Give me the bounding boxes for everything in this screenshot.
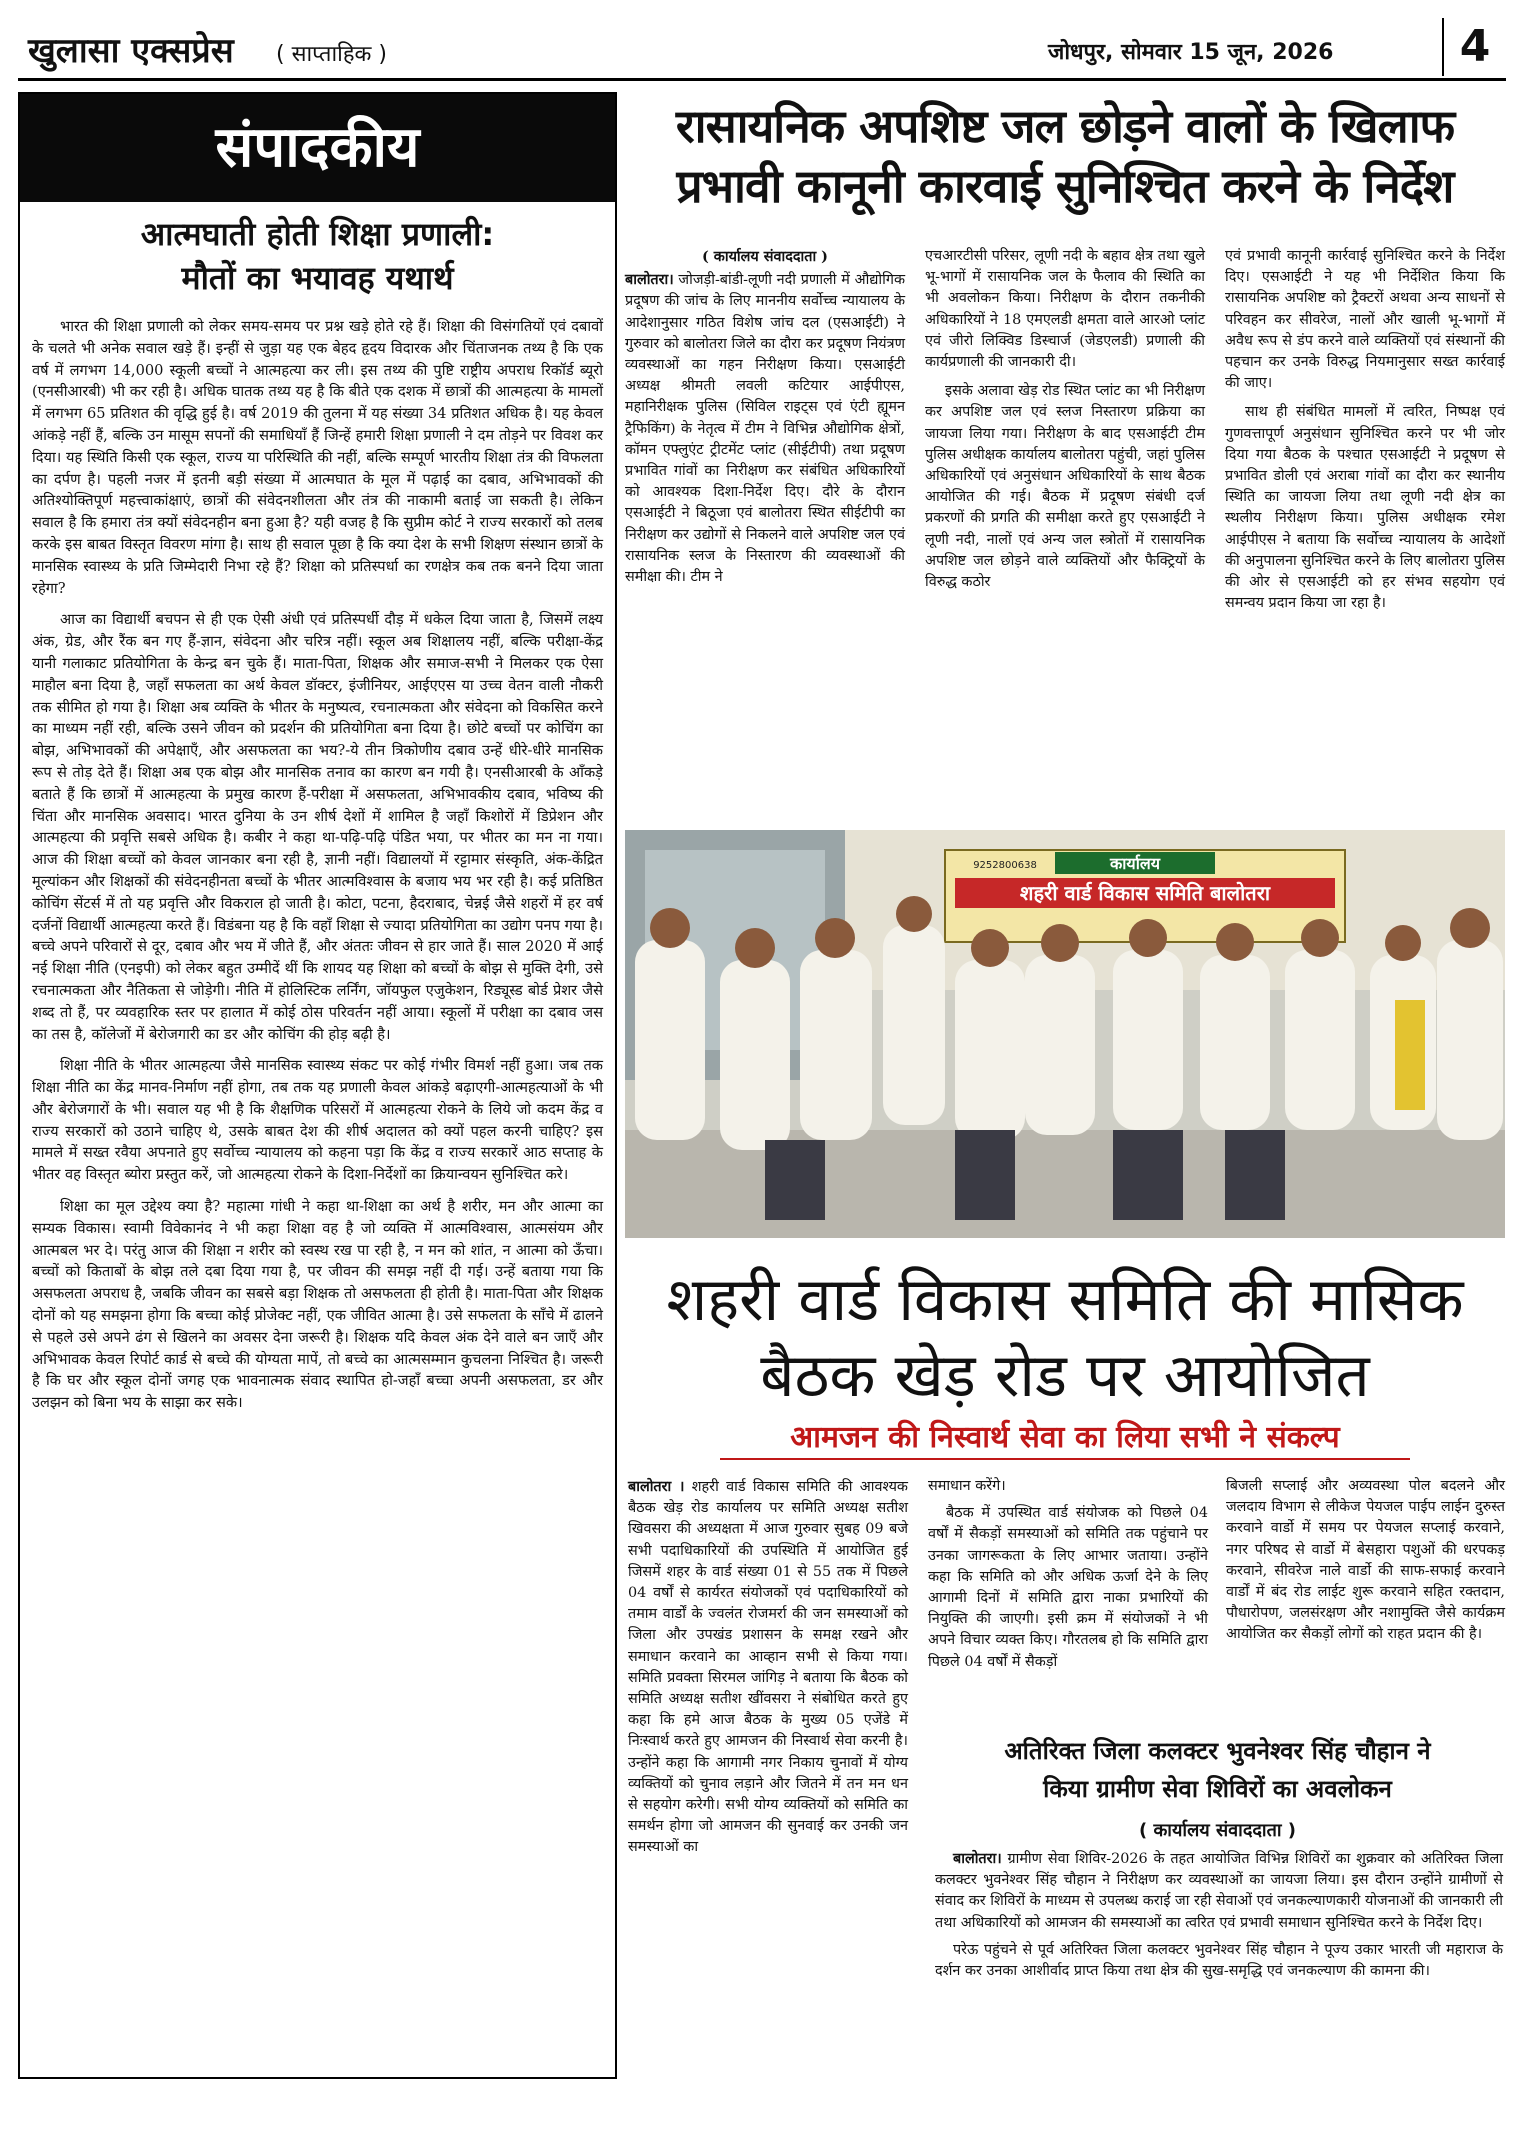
story2-paragraph: समाधान करेंगे। [928, 1478, 1006, 1494]
editorial-body [32, 316, 603, 1424]
lead-paragraph [625, 269, 905, 588]
page-number: 4 [1442, 18, 1506, 76]
story3-paragraph [935, 1848, 1503, 1934]
newspaper-type: ( साप्ताहिक ) [276, 42, 388, 67]
meeting-photo-illustration [625, 830, 1505, 1238]
story3-dateline: बालोतरा। [953, 1850, 1002, 1867]
editorial-title [20, 212, 615, 300]
masthead [18, 18, 1506, 81]
newspaper-name: खुलासा एक्सप्रेस [28, 31, 234, 71]
editorial-paragraph: शिक्षा का मूल उद्देश्य क्या है? महात्मा गांधी ने कहा था-शिक्षा का अर्थ है शरीर, मन और आत्मा का सम्यक विकास। स्वामी विवेकानंद ने भी कहा शिक्षा वह है जो व्यक्ति में आत्मविश्वास, आत्मसंयम और आत्मबल भर दे। परंतु आज की शिक्षा न शरीर को स्वस्थ रख पा रही है, न मन को शांत, न आत्मा को ऊँचा। बच्चों को किताबों के बोझ तले दबा दिया गया है, पर जीवन की समझ नहीं दी गई। उन्हें बताया गया कि असफलता अपराध है, जबकि जीवन का सबसे बड़ा शिक्षक तो असफलता ही होती है। माता-पिता और शिक्षक दोनों को यह समझना होगा कि बच्चा कोई प्रोजेक्ट नहीं, एक जीवित आत्मा है। उसे सफलता के साँचे में ढालने से पहले उसे अपने ढंग से खिलने का अवसर देना जरूरी है। शिक्षक यदि केवल अंक देने वाले बन जाएँ और अभिभावक केवल रिपोर्ट कार्ड से बच्चे की योग्यता मापें, तो बच्चे का आत्मसम्मान कुचलना निश्चित है। जरूरी है कि घर और स्कूल दोनों जगह एक भावनात्मक संवाद स्थापित हो-जहाँ बच्चा अपनी असफलता, डर और उलझन को बिना भय के साझा कर सके। [32, 1198, 603, 1412]
story2-headline-line-2: बैठक खेड़ रोड पर आयोजित [760, 1341, 1370, 1411]
lead-dateline: बालोतरा। [625, 271, 674, 289]
editorial-paragraph: शिक्षा नीति के भीतर आत्महत्या जैसे मानसिक स्वास्थ्य संकट पर कोई गंभीर विमर्श नहीं हुआ। जब तक शिक्षा नीति का केंद्र मानव-निर्माण नहीं होगा, तब तक यह प्रणाली केवल आंकड़े बढ़ाएगी-आत्महत्याओं के भी और बेरोजगारों के भी। सवाल यह भी है कि शैक्षणिक परिसरों में आत्महत्या रोकने के लिये जो कदम केंद्र व राज्य सरकारों को उठाने चाहिए थे, उसके बाबत देश की शीर्ष अदालत को क्यों पहल करनी चाहिए? इस मामले में सख्त रवैया अपनाते हुए सर्वोच्च न्यायालय को कहना पड़ा कि केंद्र व राज्य सरकारें आठ सप्ताह के भीतर वह विस्तृत ब्योरा प्रस्तुत करें, जो आत्महत्या रोकने के दिशा-निर्देशों का क्रियान्वयन सुनिश्चित करे। [32, 1057, 603, 1184]
story2-paragraph: बैठक में उपस्थित वार्ड संयोजक को पिछले 04 वर्षों में सैकड़ों समस्याओं को समिति तक पहुंचाने पर उनका जागरूकता के लिए आभार जताया। उन्होंने कहा कि समिति को और अधिक ऊर्जा देने के लिए आगामी दिनों में समिति द्वारा नाका प्रभारियों की नियुक्ति की जाएगी। इसी क्रम में संयोजकों ने भी अपने विचार व्यक्त किए। गौरतलब हो कि समिति द्वारा पिछले 04 वर्षों में सैकड़ों [928, 1505, 1208, 1670]
issue-dateline: जोधपुर, सोमवार 15 जून, 2026 [1048, 40, 1334, 65]
story2-subheadline: आमजन की निस्वार्थ सेवा का लिया सभी ने संकल्प [720, 1418, 1410, 1460]
editorial-column [18, 92, 617, 2079]
story2-paragraph [628, 1476, 908, 1859]
lead-text: जोजड़ी-बांडी-लूणी नदी प्रणाली में औद्योगिक प्रदूषण की जांच के लिए माननीय सर्वोच्च न्यायालय के आदेशानुसार गठित विशेष जांच दल (एसआईटी) ने गुरुवार को बालोतरा जिले का दौरा कर प्रदूषण नियंत्रण व्यवस्थाओं का गहन निरीक्षण किया। एसआईटी अध्यक्ष श्रीमती लवली कटियार आईपीएस, महानिरीक्षक पुलिस (सिविल राइट्स एवं एंटी ह्यूमन ट्रैफिकिंग) के नेतृत्व में टीम ने विभिन्न औद्योगिक क्षेत्रों, कॉमन एफ्लुएंट ट्रीटमेंट प्लांट (सीईटीपी) तथा प्रदूषण प्रभावित गांवों का निरीक्षण कर संबंधित अधिकारियों को आवश्यक दिशा-निर्देश दिए। दौरे के दौरान एसआईटी ने बिठूजा एवं बालोतरा स्थित सीईटीपी का निरीक्षण कर उद्योगों से निकलने वाले अपशिष्ट जल एवं रासायनिक स्लज के निस्तारण की व्यवस्थाओं की समीक्षा की। टीम ने [625, 272, 905, 586]
banner-title: कार्यालय [1110, 854, 1160, 873]
banner-phone: 9252800638 [973, 860, 1037, 871]
lead-headline-line-1: रासायनिक अपशिष्ट जल छोड़ने वालों के खिलाफ [675, 99, 1455, 153]
story3-byline: ( कार्यालय संवाददाता ) [1138, 1820, 1297, 1841]
lead-paragraph: एचआरटीसी परिसर, लूणी नदी के बहाव क्षेत्र तथा खुले भू-भागों में रासायनिक जल के फैलाव की स्थिति का भी अवलोकन किया। निरीक्षण के दौरान तकनीकी अधिकारियों ने 18 एमएलडी क्षमता वाले आरओ प्लांट एवं जीरो लिक्विड डिस्चार्ज (जेडएलडी) प्रणाली की कार्यप्रणाली की जानकारी दी। [925, 248, 1205, 371]
lead-paragraph: इसके अलावा खेड़ रोड स्थित प्लांट का भी निरीक्षण कर अपशिष्ट जल एवं स्लज निस्तारण प्रक्रिया का जायजा लिया गया। निरीक्षण के बाद एसआईटी टीम पुलिस अधीक्षक कार्यालय बालोतरा पहुंची, जहां पुलिस अधिकारियों एवं अनुसंधान अधिकारियों के साथ बैठक आयोजित की गई। बैठक में प्रदूषण संबंधी दर्ज प्रकरणों की प्रगति की समीक्षा करते हुए एसआईटी ने लूणी नदी, नालों एवं अन्य जल स्त्रोतों में रासायनिक अपशिष्ट जल छोड़ने वाले व्यक्तियों और फैक्ट्रियों के विरुद्ध कठोर [925, 383, 1205, 591]
story3-paragraph: परेऊ पहुंचने से पूर्व अतिरिक्त जिला कलक्टर भुवनेश्वर सिंह चौहान ने पूज्य उकार भारती जी महाराज के दर्शन कर उनका आशीर्वाद प्राप्त किया तथा क्षेत्र की सुख-समृद्धि एवं जनकल्याण की कामना की। [935, 1941, 1503, 1980]
lead-column-1 [625, 246, 905, 596]
story2-column-2 [928, 1476, 1208, 1679]
story2-headline [625, 1262, 1505, 1414]
banner-main: शहरी वार्ड विकास समिति बालोतरा [1019, 881, 1271, 905]
editorial-title-line-1: आत्मघाती होती शिक्षा प्रणाली: [140, 215, 495, 253]
lead-byline: ( कार्यालय संवाददाता ) [701, 248, 828, 265]
story2-column-1 [628, 1476, 908, 1865]
editorial-paragraph: आज का विद्यार्थी बचपन से ही एक ऐसी अंधी एवं प्रतिस्पर्धी दौड़ में धकेल दिया जाता है, जिसमें लक्ष्य अंक, ग्रेड, और रैंक बन गए हैं-ज्ञान, संवेदना और चरित्र नहीं। स्कूल अब शिक्षालय नहीं, बल्कि परीक्षा-केंद्र यानी गलाकाट प्रतियोगिता के केन्द्र बन चुके हैं। माता-पिता, शिक्षक और समाज-सभी ने मिलकर एक ऐसा माहौल बना दिया है, जहाँ सफलता का अर्थ केवल डॉक्टर, इंजीनियर, आईएएस या उच्च वेतन वाली नौकरी तक सीमित हो गया है। शिक्षा अब व्यक्ति के भीतर के मनुष्यत्व, रचनात्मकता और संवेदना को विकसित करने का माध्यम नहीं रही, बल्कि उसने जीवन को प्रदर्शन की प्रतियोगिता बना दिया है। छोटे बच्चों पर कोचिंग का बोझ, अभिभावकों की अपेक्षाएँ, और असफलता का भय?-ये तीन त्रिकोणीय दबाव उन्हें धीरे-धीरे मानसिक रूप से तोड़ देते हैं। शिक्षा अब एक बोझ और मानसिक तनाव का कारण बन गयी है। एनसीआरबी के आँकड़े बताते हैं कि छात्रों में आत्महत्या के प्रमुख कारण हैं-परीक्षा में असफलता, अभिभावकीय दबाव, भविष्य की चिंता और मानसिक अवसाद। भारत दुनिया के उन शीर्ष देशों में शामिल है जहाँ किशोरों में डिप्रेशन और आत्महत्या की प्रवृत्ति सबसे अधिक है। कबीर ने कहा था-पढ़ि-पढ़ि पंडित भया, पर भीतर का मन ना गया। आज की शिक्षा बच्चों को केवल जानकार बना रही है, ज्ञानी नहीं। विद्यालयों में रट्टामार संस्कृति, अंक-केंद्रित मूल्यांकन और शिक्षकों की संवेदनहीनता बच्चों के भीतर आत्मविश्वास के बजाय भय भर रही है। कई प्रतिष्ठित कोचिंग सेंटर्स में तो यह प्रवृत्ति और विकराल हो जाती है। कोटा, पटना, हैदराबाद, चेन्नई जैसे शहरों में हर वर्ष दर्जनों विद्यार्थी आत्महत्या करते हैं। विडंबना यह है कि वहाँ शिक्षा से ज्यादा प्रतियोगिता का उद्योग पनप गया है। बच्चे अपने परिवारों से दूर, दबाव और भय में जीते हैं, और अंततः जीवन से हार जाते हैं। साल 2020 में आई नई शिक्षा नीति (एनइपी) को लेकर बहुत उम्मीदें थीं कि शायद यह शिक्षा को बच्चों के बोझ से मुक्ति देगी, उसे रचनात्मकता और नैतिकता से जोड़ेगी। नीति में होलिस्टिक लर्निंग, जॉयफुल एजुकेशन, रिड्यूस्ड बोर्ड प्रेशर जैसे शब्द तो हैं, पर व्यवहारिक स्तर पर हालात में कोई ठोस परिवर्तन नहीं आया। स्कूलों में परीक्षा का दबाव जस का तस है, कॉलेजों में बेरोजगारी का डर और कोचिंग की होड़ बढ़ी है। [32, 611, 603, 1043]
story3-headline [930, 1732, 1505, 1808]
editorial-section-label: संपादकीय [20, 94, 615, 202]
editorial-title-line-2: मौतों का भयावह यथार्थ [181, 259, 454, 297]
story3-headline-line-2: किया ग्रामीण सेवा शिविरों का अवलोकन [1043, 1775, 1392, 1803]
lead-paragraph: एवं प्रभावी कानूनी कार्रवाई सुनिश्चित करने के निर्देश दिए। एसआईटी ने यह भी निर्देशित किया कि रासायनिक अपशिष्ट को ट्रैक्टरों अथवा अन्य साधनों से परिवहन कर सीवरेज, नालों और खाली भू-भागों में अवैध रूप से डंप करने वाले व्यक्तियों एवं संस्थानों की पहचान कर उनके विरुद्ध नियमानुसार सख्त कार्रवाई की जाए। [1225, 248, 1505, 392]
meeting-photo [625, 830, 1505, 1238]
lead-column-2 [925, 246, 1205, 601]
story2-dateline: बालोतरा । [628, 1478, 685, 1495]
story2-paragraph: बिजली सप्लाई और अव्यवस्था पोल बदलने और जलदाय विभाग से लीकेज पेयजल पाईप लाईन दुरुस्त करवाने वार्डो में समय पर पेयजल सप्लाई करवाने, नगर परिषद से वार्डो में बेसहारा पशुओं की धरपकड़ करवाने, सीवरेज नाले वार्डो की साफ-सफाई करवाने वार्डों में बंद रोड लाईट शुरू करवाने सहित रक्तदान, पौधारोपण, जलसंरक्षण और नशामुक्ति जैसे कार्यक्रम आयोजित कर सैकड़ों लोगों को राहत प्रदान की है। [1226, 1478, 1505, 1643]
story2-text: शहरी वार्ड विकास समिति की आवश्यक बैठक खेड़ रोड कार्यालय पर समिति अध्यक्ष सतीश खिवसरा की अध्यक्षता में आज गुरुवार सुबह 09 बजे सभी पदाधिकारियों की उपस्थिति में आयोजित हुई जिसमें शहर के वार्ड संख्या 01 से 55 तक में पिछले 04 वर्षों से कार्यरत संयोजकों एवं पदाधिकारियों को तमाम वार्डों के ज्वलंत रोजमर्रा की जन समस्याओं को जिला और उपखंड प्रशासन के समक्ष रखने और समाधान करवाने का आव्हान सभी से किया गया। समिति प्रवक्ता सिरमल जांगिड़ ने बताया कि बैठक को समिति अध्यक्ष सतीश खींवसरा ने संबोधित करते हुए कहा कि हमे आज बैठक के मुख्य 05 एजेंडे में निःस्वार्थ करते हुए आमजन की निस्वार्थ सेवा करनी है। उन्होंने कहा कि आगामी नगर निकाय चुनावों में योग्य व्यक्तियों को चुनाव लड़ाने और जितने में तन मन धन से सहयोग करेगी। सभी योग्य व्यक्तियों को समिति का समर्थन होगा जो आमजन की सुनवाई कर उनकी जन समस्याओं का [628, 1479, 908, 1856]
story2-headline-line-1: शहरी वार्ड विकास समिति की मासिक [666, 1265, 1464, 1335]
lead-headline-line-2: प्रभावी कानूनी कारवाई सुनिश्चित करने के निर्देश [676, 159, 1454, 213]
story3-text: ग्रामीण सेवा शिविर-2026 के तहत आयोजित विभिन्न शिविरों का शुक्रवार को अतिरिक्त जिला कलक्टर भुवनेश्वर सिंह चौहान ने निरीक्षण कर व्यवस्थाओं का जायजा लिया। इस दौरान उन्होंने ग्रामीणों से संवाद कर शिविरों के माध्यम से उपलब्ध कराई जा रही सेवाओं एवं जनकल्याणकारी योजनाओं की जानकारी ली तथा अधिकारियों को आमजन की समस्याओं का त्वरित एवं प्रभावी समाधान सुनिश्चित करने के निर्देश दिए। [935, 1851, 1503, 1931]
story2-column-3 [1226, 1476, 1505, 1652]
lead-headline [625, 96, 1505, 216]
lead-column-3 [1225, 246, 1505, 622]
lead-story-body [625, 246, 1505, 824]
story3-body [935, 1848, 1503, 1988]
editorial-paragraph: भारत की शिक्षा प्रणाली को लेकर समय-समय पर प्रश्न खड़े होते रहे हैं। शिक्षा की विसंगतियों एवं दबावों के चलते भी अनेक सवाल खड़े हैं। इन्हीं से जुड़ा यह एक बेहद हृदय विदारक और चिंताजनक तथ्य है कि एक वर्ष में लगभग 14,000 स्कूली बच्चों ने आत्महत्या कर ली। इस तथ्य की पुष्टि राष्ट्रीय अपराध रिकॉर्ड ब्यूरो (एनसीआरबी) भी कर रही है। अधिक घातक तथ्य यह है कि बीते एक दशक में छात्रों की आत्महत्या के मामलों में लगभग 65 प्रतिशत की वृद्धि हुई है। वर्ष 2019 की तुलना में यह संख्या 34 प्रतिशत अधिक है। यह केवल आंकड़े नहीं हैं, बल्कि उन मासूम सपनों की समाधियाँ हैं जिन्हें हमारी शिक्षा प्रणाली ने दम तोड़ने पर विवश कर दिया। यह स्थिति किसी एक स्कूल, राज्य या परिस्थिति की नहीं, बल्कि सम्पूर्ण भारतीय शिक्षा तंत्र की विफलता का दर्पण है। पहली नजर में इतनी बड़ी संख्या में आत्मघात के मूल में पढ़ाई का दबाव, अभिभावकों की अतिश्योक्तिपूर्ण महत्त्वाकांक्षाएं, छात्रों की संवेदनशीलता और तंत्र की नाकामी बताई जा सकती है। लेकिन सवाल है कि हमारा तंत्र क्यों संवेदनहीन बना हुआ है? यही वजह है कि सुप्रीम कोर्ट ने राज्य सरकारों को तलब करके इस बाबत विस्तृत विवरण मांगा है। साथ ही सवाल पूछा है कि क्या देश के सभी शिक्षण संस्थान छात्रों के मानसिक स्वास्थ्य के प्रति जिम्मेदारी निभा रहे हैं? शिक्षा को प्रतिस्पर्धा का रणक्षेत्र कब तक बनने दिया जाता रहेगा? [32, 318, 604, 597]
lead-paragraph: साथ ही संबंधित मामलों में त्वरित, निष्पक्ष एवं गुणवत्तापूर्ण अनुसंधान सुनिश्चित करने पर भी जोर दिया गया बैठक के पश्चात एसआईटी ने प्रदूषण से प्रभावित डोली एवं अराबा गांवों का दौरा कर स्थानीय स्थिति का जायजा लिया तथा लूणी नदी क्षेत्र का स्थलीय निरीक्षण किया। पुलिस अधीक्षक रमेश आईपीएस ने बताया कि सर्वोच्च न्यायालय के आदेशों की अनुपालना सुनिश्चित करने के लिए बालोतरा पुलिस की ओर से एसआईटी को हर संभव सहयोग एवं समन्वय प्रदान किया जा रहा है। [1225, 404, 1505, 612]
story3-headline-line-1: अतिरिक्त जिला कलक्टर भुवनेश्वर सिंह चौहान ने [1004, 1737, 1431, 1765]
